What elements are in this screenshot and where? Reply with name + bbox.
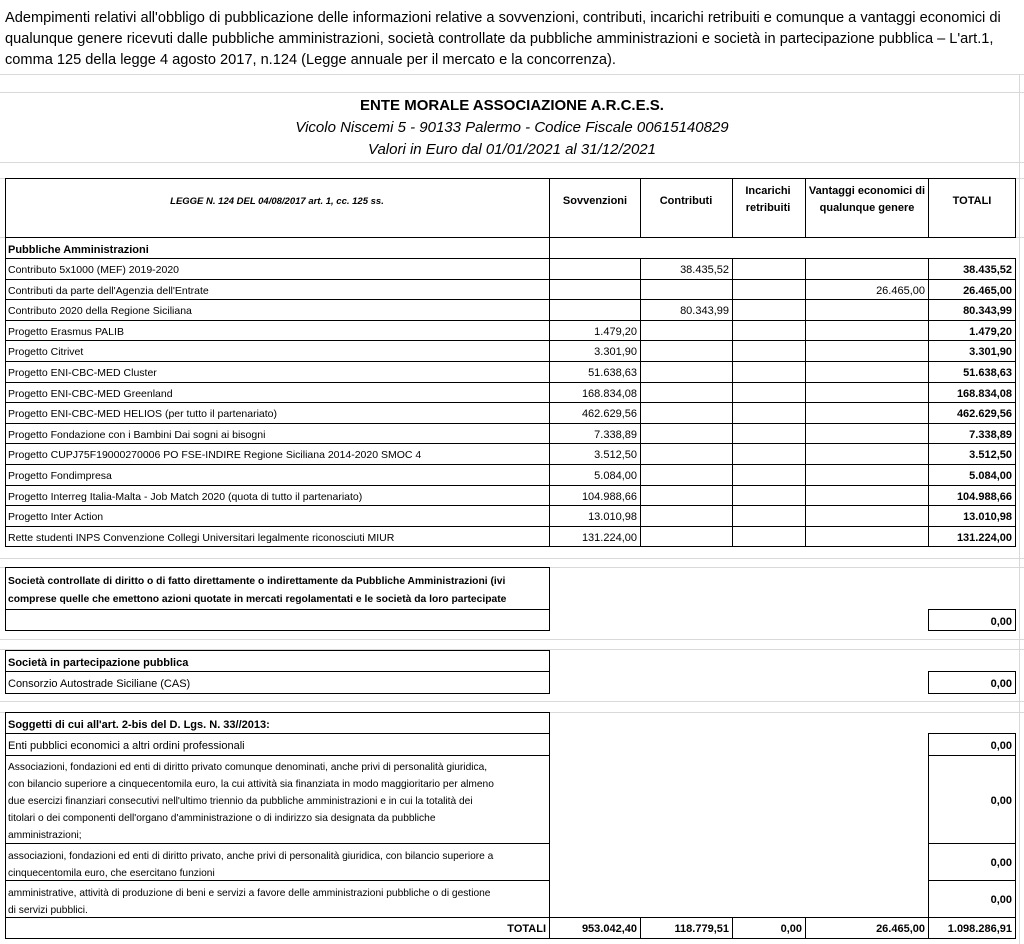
controllate-total: 0,00 xyxy=(990,616,1012,628)
header-incarichi-line2: retribuiti xyxy=(745,202,791,214)
row-value-tot: 131.224,00 xyxy=(956,532,1012,544)
row-label: Progetto Erasmus PALIB xyxy=(8,326,124,338)
header-contributi: Contributi xyxy=(659,195,713,207)
assoc1-line: due esercizi finanziari consecutivi nell'ultimo triennio da pubbliche amministrazioni e in cui la totalità dei xyxy=(8,796,473,807)
row-label: Contributi da parte dell'Agenzia dell'Entrate xyxy=(8,285,209,297)
row-label: Progetto Citrivet xyxy=(8,346,84,358)
totals-incarichi: 0,00 xyxy=(780,923,802,935)
row-value-con: 38.435,52 xyxy=(680,264,729,276)
row-label: Progetto ENI-CBC-MED Cluster xyxy=(8,367,157,379)
row-value-sov: 13.010,98 xyxy=(588,511,637,523)
row-label: Contributo 2020 della Regione Siciliana xyxy=(8,305,192,317)
row-label: Progetto Inter Action xyxy=(8,511,104,523)
assoc3-line: amministrative, attività di produzione di beni e servizi a favore delle amministrazioni pubbliche o di gestione xyxy=(8,888,491,899)
row-value-tot: 3.512,50 xyxy=(969,449,1012,461)
row-label: Progetto CUPJ75F19000270006 PO FSE-INDIRE Regione Siciliana 2014-2020 SMOC 4 xyxy=(8,449,422,461)
header-law: LEGGE N. 124 DEL 04/08/2017 art. 1, cc. 125 ss. xyxy=(170,196,384,207)
reporting-period: Valori in Euro dal 01/01/2021 al 31/12/2021 xyxy=(368,141,656,158)
row-value-tot: 51.638,63 xyxy=(963,367,1012,379)
enti-total: 0,00 xyxy=(990,740,1012,752)
header-totali: TOTALI xyxy=(952,195,992,207)
row-value-tot: 80.343,99 xyxy=(963,305,1012,317)
assoc3-line: di servizi pubblici. xyxy=(8,905,88,916)
assoc2-line: associazioni, fondazioni ed enti di diritto privato, anche privi di personalità giuridica, con bilancio superiore a xyxy=(8,851,494,862)
row-value-tot: 7.338,89 xyxy=(969,429,1012,441)
row-label: Progetto ENI-CBC-MED Greenland xyxy=(8,388,173,400)
section-controllate-line2: comprese quelle che emettono azioni quotate in mercati regolamentati e le società da loro partecipate xyxy=(8,594,507,605)
row-value-sov: 462.629,56 xyxy=(581,408,637,420)
row-value-sov: 7.338,89 xyxy=(594,429,637,441)
row-label: Contributo 5x1000 (MEF) 2019-2020 xyxy=(8,264,180,276)
row-label: Progetto ENI-CBC-MED HELIOS (per tutto il partenariato) xyxy=(8,408,278,420)
totals-vantaggi: 26.465,00 xyxy=(876,923,925,935)
row-value-tot: 5.084,00 xyxy=(969,470,1012,482)
row-value-tot: 104.988,66 xyxy=(956,491,1012,503)
row-value-sov: 3.512,50 xyxy=(594,449,637,461)
row-value-sov: 5.084,00 xyxy=(594,470,637,482)
assoc2-line: cinquecentomila euro, che esercitano funzioni xyxy=(8,868,215,879)
row-value-sov: 168.834,08 xyxy=(581,388,637,400)
header-vantaggi-line1: Vantaggi economici di xyxy=(808,185,926,197)
assoc3-total: 0,00 xyxy=(990,894,1012,906)
header-vantaggi-line2: qualunque genere xyxy=(819,202,915,214)
cas-total: 0,00 xyxy=(990,678,1012,690)
totals-label: TOTALI xyxy=(507,923,546,935)
row-value-tot: 168.834,08 xyxy=(956,388,1012,400)
assoc1-line: Associazioni, fondazioni ed enti di diritto privato comunque denominati, anche privi di personalità giuridica, xyxy=(8,762,488,773)
row-value-sov: 51.638,63 xyxy=(588,367,637,379)
intro-paragraph: Adempimenti relativi all'obbligo di pubblicazione delle informazioni relative a sovvenzioni, contributi, incarichi retribuiti e comunque a vantaggi economici di qualunque genere ricevuti dalle pubbliche amministrazioni, società controllate da pubbliche amministrazioni e società in partecipazione pubblica – L'art.1, comma 125 della legge 4 agosto 2017, n.124 (Legge annuale per il mercato e la concorrenza). xyxy=(5,10,1001,68)
row-value-sov: 3.301,90 xyxy=(594,346,637,358)
assoc1-line: amministrazioni; xyxy=(8,830,82,841)
row-value-sov: 104.988,66 xyxy=(581,491,637,503)
assoc1-total: 0,00 xyxy=(990,795,1012,807)
row-value-van: 26.465,00 xyxy=(876,285,925,297)
header-incarichi-line1: Incarichi xyxy=(745,185,791,197)
assoc2-total: 0,00 xyxy=(990,857,1012,869)
organization-address: Vicolo Niscemi 5 - 90133 Palermo - Codice Fiscale 00615140829 xyxy=(295,119,729,136)
organization-name: ENTE MORALE ASSOCIAZIONE A.R.C.E.S. xyxy=(360,97,664,114)
header-sovvenzioni: Sovvenzioni xyxy=(562,195,628,207)
section-controllate-line1: Società controllate di diritto o di fatto direttamente o indirettamente da Pubbliche Amministrazioni (ivi xyxy=(8,576,506,587)
section-pubbliche-amministrazioni: Pubbliche Amministrazioni xyxy=(8,244,149,256)
row-value-tot: 1.479,20 xyxy=(969,326,1012,338)
totals-contributi: 118.779,51 xyxy=(674,923,729,935)
row-value-con: 80.343,99 xyxy=(680,305,729,317)
section-soggetti: Soggetti di cui all'art. 2-bis del D. Lgs. N. 33//2013: xyxy=(8,719,270,731)
row-label: Rette studenti INPS Convenzione Collegi Universitari legalmente riconosciuti MIUR xyxy=(8,532,395,544)
row-value-sov: 131.224,00 xyxy=(581,532,637,544)
cas-label: Consorzio Autostrade Siciliane (CAS) xyxy=(8,678,191,690)
row-value-tot: 13.010,98 xyxy=(963,511,1012,523)
row-label: Progetto Interreg Italia-Malta - Job Match 2020 (quota di tutto il partenariato) xyxy=(8,491,363,503)
row-value-tot: 26.465,00 xyxy=(963,285,1012,297)
section-partecipazione: Società in partecipazione pubblica xyxy=(8,657,189,669)
row-value-sov: 1.479,20 xyxy=(594,326,637,338)
row-value-tot: 3.301,90 xyxy=(969,346,1012,358)
row-value-tot: 38.435,52 xyxy=(963,264,1012,276)
row-label: Progetto Fondazione con i Bambini Dai sogni ai bisogni xyxy=(8,429,266,441)
assoc1-line: titolari o dei componenti dell'organo d'amministrazione o di indirizzo sia designata da pubbliche xyxy=(8,813,436,824)
enti-label: Enti pubblici economici a altri ordini professionali xyxy=(8,740,245,752)
assoc1-line: con bilancio superiore a cinquecentomila euro, la cui attività sia finanziata in modo maggioritario per almeno xyxy=(8,779,494,790)
row-label: Progetto Fondimpresa xyxy=(8,470,112,482)
totals-grand-total: 1.098.286,91 xyxy=(947,923,1012,935)
row-value-tot: 462.629,56 xyxy=(956,408,1012,420)
totals-sovvenzioni: 953.042,40 xyxy=(581,923,637,935)
